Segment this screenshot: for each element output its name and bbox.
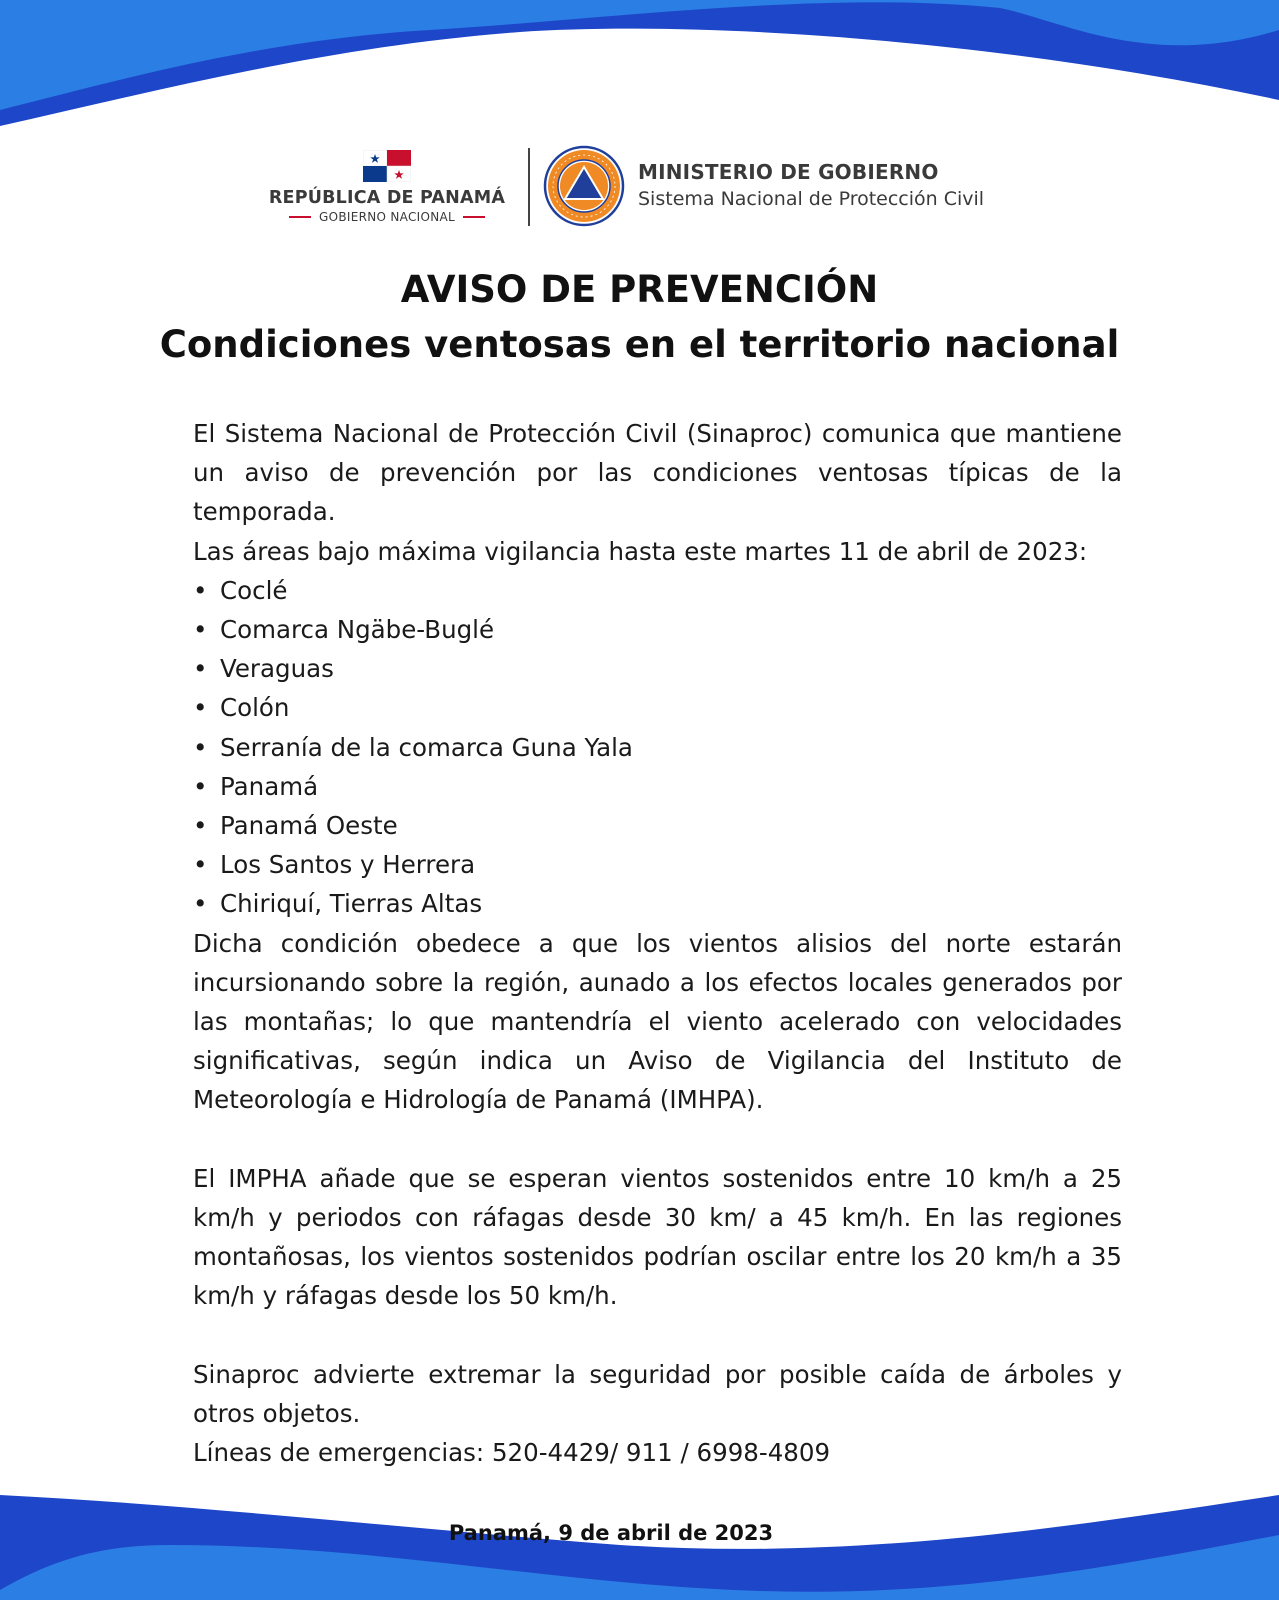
ministry-subtitle: Sistema Nacional de Protección Civil <box>638 188 985 210</box>
list-item: • Los Santos y Herrera <box>193 845 1122 884</box>
republica-logo <box>262 142 512 224</box>
paragraph-gap <box>193 1120 1122 1159</box>
warning-paragraph: Sinaproc advierte extremar la seguridad por posible caída de árboles y otros objetos. <box>193 1359 1122 1429</box>
list-item: • Chiriquí, Tierras Altas <box>193 884 1122 923</box>
notice-body <box>193 414 1122 1472</box>
list-item: • Panamá <box>193 767 1122 806</box>
list-item: • Panamá Oeste <box>193 806 1122 845</box>
notice-subtitle: Condiciones ventosas en el territorio nacional <box>159 323 1120 366</box>
header-logos <box>0 142 1279 232</box>
red-rule-right <box>463 216 485 218</box>
red-rule-left <box>289 216 311 218</box>
ministry-block <box>638 160 984 210</box>
winds-paragraph: El IMPHA añade que se esperan vientos sostenidos entre 10 km/h a 25 km/h y periodos con ráfagas desde 30 km/ a 45 km/h. En las regiones montañosas, los vientos sostenidos podrían oscilar entre los 20 km/h a 35 km/h y ráfagas desde los 50 km/h. <box>193 1163 1122 1311</box>
top-wave-decoration <box>0 0 1279 135</box>
ministry-title: MINISTERIO DE GOBIERNO <box>638 160 939 184</box>
list-item: • Comarca Ngäbe-Buglé <box>193 610 1122 649</box>
republic-subtitle: GOBIERNO NACIONAL <box>319 210 455 224</box>
republic-subtitle-row <box>262 210 512 224</box>
emergency-lines: Líneas de emergencias: 520-4429/ 911 / 6998-4809 <box>193 1438 831 1468</box>
areas-list <box>193 571 1122 924</box>
condition-paragraph: Dicha condición obedece a que los vientos alisios del norte estarán incursionando sobre la región, aunado a los efectos locales generados por las montañas; lo que mantendría el viento acelerado con velocidades significativas, según indica un Aviso de Vigilancia del Instituto de Meteorología e Hidrología de Panamá (IMHPA). <box>193 928 1122 1115</box>
list-item: • Coclé <box>193 571 1122 610</box>
header-divider <box>528 148 530 226</box>
footer-date: Panamá, 9 de abril de 2023 <box>448 1521 774 1545</box>
areas-intro: Las áreas bajo máxima vigilancia hasta este martes 11 de abril de 2023: <box>193 536 1088 566</box>
intro-paragraph: El Sistema Nacional de Protección Civil (Sinaproc) comunica que mantiene un aviso de prevención por las condiciones ventosas típicas de la temporada. <box>193 419 1122 527</box>
sinaproc-seal-icon <box>543 145 625 227</box>
list-item: • Colón <box>193 688 1122 727</box>
republic-name: REPÚBLICA DE PANAMÁ <box>268 188 506 208</box>
list-item: • Serranía de la comarca Guna Yala <box>193 728 1122 767</box>
panama-flag-icon <box>363 150 411 182</box>
paragraph-gap <box>193 1316 1122 1355</box>
notice-title: AVISO DE PREVENCIÓN <box>400 268 879 311</box>
bottom-wave-decoration <box>0 1495 1279 1600</box>
list-item: • Veraguas <box>193 649 1122 688</box>
